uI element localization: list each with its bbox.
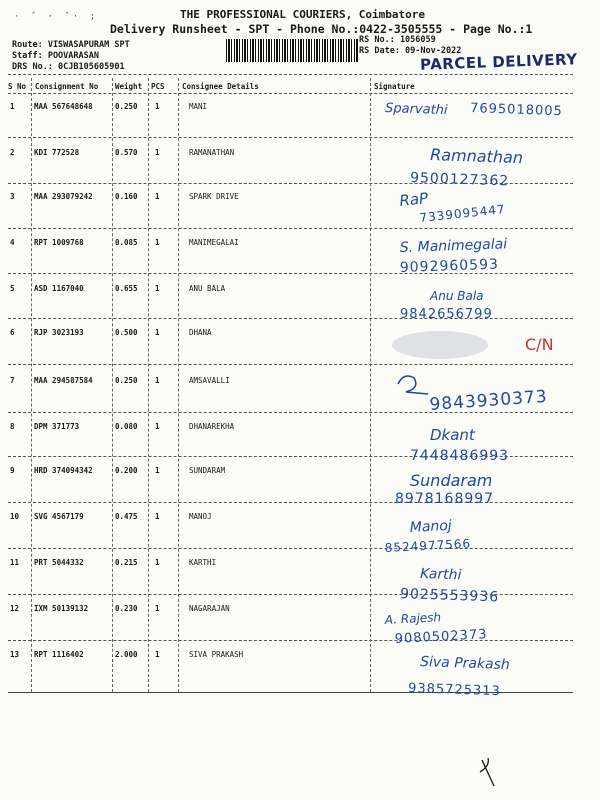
row-4-sno: 4	[10, 238, 15, 247]
row-6-weight: 0.500	[115, 328, 138, 337]
row-3-consignment: MAA 293079242	[34, 192, 93, 201]
row-9-pcs: 1	[155, 466, 160, 475]
row-8-pcs: 1	[155, 422, 160, 431]
signature-phone-13: 9385725313	[407, 681, 502, 700]
row-3-pcs: 1	[155, 192, 160, 201]
row-4-consignee: MANIMEGALAI	[189, 238, 239, 247]
row-separator	[8, 502, 573, 503]
row-separator	[8, 318, 573, 319]
route-label: Route: VISWASAPURAM SPT	[12, 40, 130, 50]
staff-label: Staff: POOVARASAN	[12, 51, 99, 61]
row-10-pcs: 1	[155, 512, 160, 521]
row-12-consignee: NAGARAJAN	[189, 604, 230, 613]
row-separator	[8, 640, 573, 641]
row-9-consignee: SUNDARAM	[189, 466, 226, 475]
signature-name-9: Sundaram	[410, 471, 493, 490]
signature-phone-7: 9843930373	[428, 386, 549, 415]
row-separator	[8, 594, 573, 595]
row-13-consignee: SIVA PRAKASH	[189, 650, 244, 659]
row-12-pcs: 1	[155, 604, 160, 613]
row-9-consignment: HRD 374094342	[34, 466, 93, 475]
row-5-consignee: ANU BALA	[189, 284, 226, 293]
table-header-rule	[8, 93, 573, 94]
signature-phone-2: 9500127362	[409, 170, 510, 190]
signature-phone-1: 7695018005	[469, 101, 564, 120]
row-4-pcs: 1	[155, 238, 160, 247]
col-signature: Signature	[374, 82, 415, 91]
row-13-pcs: 1	[155, 650, 160, 659]
signature-name-2: Ramnathan	[429, 145, 524, 168]
signature-name-8: Dkant	[430, 426, 475, 444]
row-9-weight: 0.200	[115, 466, 138, 475]
row-13-weight: 2.000	[115, 650, 138, 659]
rs-date: RS Date: 09-Nov-2022	[359, 46, 462, 56]
row-2-sno: 2	[10, 148, 15, 157]
row-9-sno: 9	[10, 466, 15, 475]
row-separator	[8, 548, 573, 549]
row-11-weight: 0.215	[115, 558, 138, 567]
row-separator	[8, 273, 573, 274]
row-1-pcs: 1	[155, 102, 160, 111]
rs-number: RS No.: 1056059	[359, 35, 436, 45]
row-1-consignment: MAA 567648648	[34, 102, 93, 111]
row-2-consignee: RAMANATHAN	[189, 148, 235, 157]
row-8-consignee: DHANAREKHA	[189, 422, 235, 431]
row-6-consignment: RJP 3023193	[34, 328, 84, 337]
row-separator	[8, 456, 573, 457]
row-5-consignment: ASD 1167040	[34, 284, 84, 293]
row-separator	[8, 412, 573, 413]
signature-phone-9: 8978168997	[395, 491, 495, 507]
col-separator	[370, 78, 371, 692]
row-separator	[8, 364, 573, 365]
scan-marks: · ˆ · ˆ· ;	[14, 12, 99, 22]
signature-name-4: S. Manimegalai	[399, 236, 508, 256]
cn-mark: C/N	[525, 335, 554, 354]
parcel-delivery-stamp: PARCEL DELIVERY	[419, 50, 578, 74]
signature-phone-3: 7339095447	[418, 202, 507, 225]
row-8-weight: 0.080	[115, 422, 138, 431]
row-8-sno: 8	[10, 422, 15, 431]
row-7-weight: 0.250	[115, 376, 138, 385]
signature-name-3: RaP	[398, 189, 429, 210]
row-2-weight: 0.570	[115, 148, 138, 157]
signature-phone-10: 8524977566	[384, 536, 472, 555]
signature-scribble-7	[398, 376, 428, 394]
drs-number: DRS No.: 0CJB105605901	[12, 62, 125, 72]
company-name: THE PROFESSIONAL COURIERS, Coimbatore	[180, 8, 426, 21]
row-3-sno: 3	[10, 192, 15, 201]
row-10-consignment: SVG 4567179	[34, 512, 84, 521]
ink-smudge	[392, 331, 488, 359]
row-11-sno: 11	[10, 558, 20, 567]
pen-mark	[470, 752, 510, 792]
row-separator	[8, 183, 573, 184]
row-2-pcs: 1	[155, 148, 160, 157]
signature-name-12: A. Rajesh	[384, 610, 442, 627]
row-4-consignment: RPT 1009768	[34, 238, 84, 247]
col-sno: S No	[8, 82, 27, 91]
row-4-weight: 0.085	[115, 238, 138, 247]
row-7-sno: 7	[10, 376, 15, 385]
signature-name-11: Karthi	[419, 566, 462, 584]
signature-phone-12: 9080502373	[394, 627, 488, 647]
row-1-sno: 1	[10, 102, 15, 111]
row-separator	[8, 228, 573, 229]
row-7-consignment: MAA 294587584	[34, 376, 93, 385]
row-11-consignee: KARTHI	[189, 558, 217, 567]
row-5-sno: 5	[10, 284, 15, 293]
row-10-consignee: MANOJ	[189, 512, 212, 521]
signature-name-10: Manoj	[409, 517, 453, 536]
row-11-consignment: PRT 5044332	[34, 558, 84, 567]
row-5-pcs: 1	[155, 284, 160, 293]
row-12-consignment: IXM 50139132	[34, 604, 89, 613]
col-consignment: Consignment No	[35, 82, 99, 91]
table-top-rule	[8, 74, 573, 75]
signature-phone-4: 9092960593	[399, 256, 500, 276]
col-separator	[112, 78, 113, 692]
signature-name-5: Anu Bala	[430, 289, 484, 303]
row-10-sno: 10	[10, 512, 20, 521]
row-13-sno: 13	[10, 650, 20, 659]
signature-name-1: Sparvathi	[384, 101, 448, 119]
row-10-weight: 0.475	[115, 512, 138, 521]
row-7-consignee: AMSAVALLI	[189, 376, 230, 385]
col-consignee: Consignee Details	[182, 82, 259, 91]
row-1-consignee: MANI	[189, 102, 208, 111]
row-5-weight: 0.655	[115, 284, 138, 293]
row-separator	[8, 137, 573, 138]
signature-name-13: Siva Prakash	[419, 654, 511, 674]
col-separator	[178, 78, 179, 692]
row-7-pcs: 1	[155, 376, 160, 385]
row-2-consignment: KDI 772528	[34, 148, 80, 157]
row-13-consignment: RPT 1116402	[34, 650, 84, 659]
row-separator	[8, 692, 573, 693]
col-separator	[148, 78, 149, 692]
row-8-consignment: DPM 371773	[34, 422, 80, 431]
row-11-pcs: 1	[155, 558, 160, 567]
col-separator	[31, 78, 32, 692]
row-3-weight: 0.160	[115, 192, 138, 201]
signature-phone-5: 9842656799	[400, 307, 493, 322]
signature-phone-8: 7448486993	[410, 448, 510, 464]
signature-phone-11: 9025553936	[399, 586, 500, 606]
barcode	[226, 39, 358, 62]
runsheet-title: Delivery Runsheet - SPT - Phone No.:0422-3505555 - Page No.:1	[110, 22, 533, 36]
row-1-weight: 0.250	[115, 102, 138, 111]
col-weight: Weight	[115, 82, 143, 91]
col-pcs: PCS	[151, 82, 165, 91]
row-12-sno: 12	[10, 604, 20, 613]
row-3-consignee: SPARK DRIVE	[189, 192, 239, 201]
row-6-sno: 6	[10, 328, 15, 337]
row-12-weight: 0.230	[115, 604, 138, 613]
row-6-pcs: 1	[155, 328, 160, 337]
row-6-consignee: DHANA	[189, 328, 212, 337]
